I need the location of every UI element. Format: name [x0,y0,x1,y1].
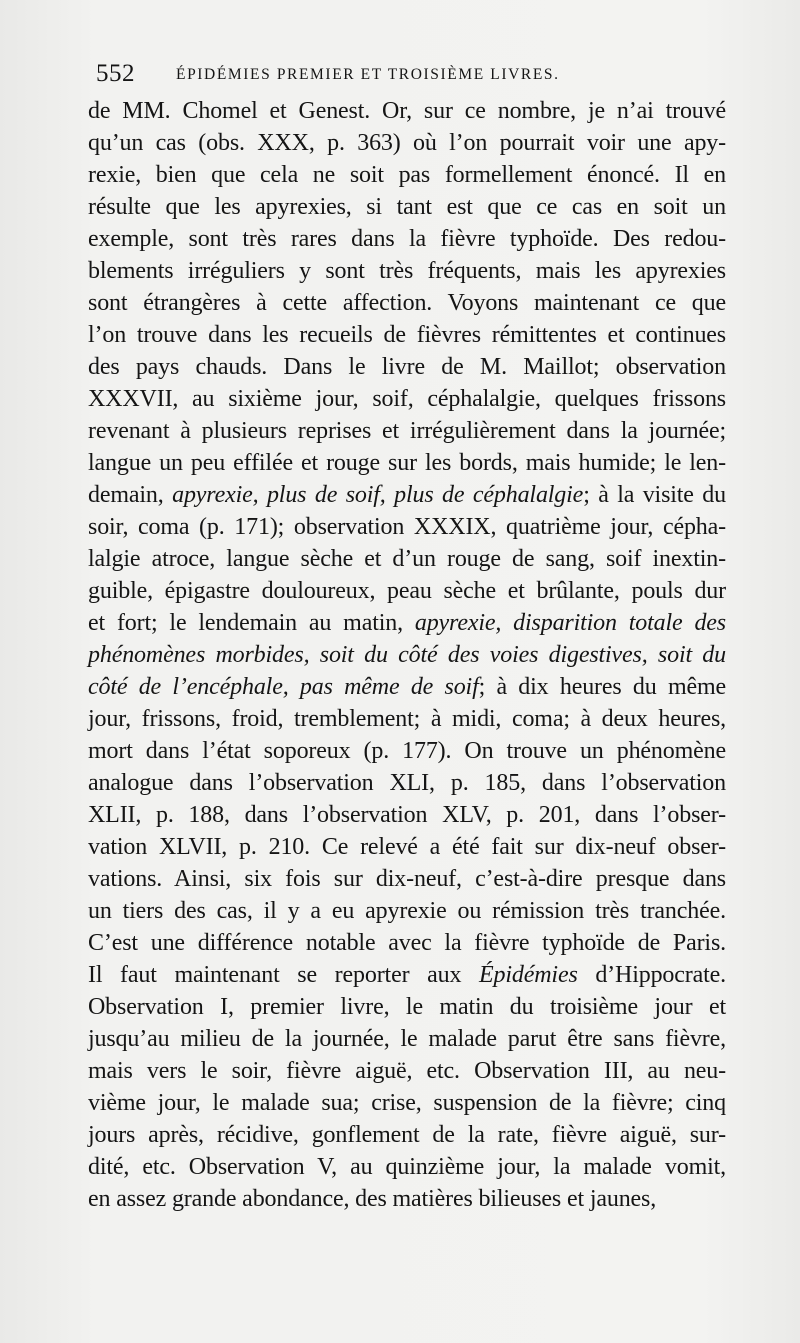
text-line: guible, épigastre douloureux, peau sèche et brûlante, pouls dur [88,578,726,604]
text-line: jour, frissons, froid, tremblement; à midi, coma; à deux heures, [88,706,726,732]
text-line: rexie, bien que cela ne soit pas formellement énoncé. Il en [88,162,726,188]
text-line: soir, coma (p. 171); observation XXXIX, quatrième jour, cépha- [88,514,726,540]
text-line: C’est une différence notable avec la fièvre typhoïde de Paris. [88,930,726,956]
text-line: XLII, p. 188, dans l’observation XLV, p. 201, dans l’obser- [88,802,726,828]
text-line: blements irréguliers y sont très fréquents, mais les apyrexies [88,258,726,284]
text-line: vième jour, le malade sua; crise, suspension de la fièvre; cinq [88,1090,726,1116]
text-line: en assez grande abondance, des matières bilieuses et jaunes, [88,1186,657,1212]
text-line: lalgie atroce, langue sèche et d’un rouge de sang, soif inextin- [88,546,726,572]
text-line: sont étrangères à cette affection. Voyons maintenant ce que [88,290,726,316]
text-line: mais vers le soir, fièvre aiguë, etc. Observation III, au neu- [88,1058,726,1084]
text-line [88,639,726,671]
text-line: dité, etc. Observation V, au quinzième jour, la malade vomit, [88,1154,726,1180]
body-text [88,95,726,1215]
text-line: vations. Ainsi, six fois sur dix-neuf, c’est-à-dire presque dans [88,866,726,892]
running-head: ÉPIDÉMIES PREMIER ET TROISIÈME LIVRES. [176,66,560,83]
italic-text: apyrexie, plus de soif, plus de céphalalgie [172,482,584,508]
italic-text: Épidémies [479,962,578,988]
text-line: revenant à plusieurs reprises et irrégulièrement dans la journée; [88,418,726,444]
text-line: résulte que les apyrexies, si tant est que ce cas en soit un [88,194,726,220]
text-line: exemple, sont très rares dans la fièvre typhoïde. Des redou- [88,226,726,252]
text-line: demain, apyrexie, plus de soif, plus de céphalalgie; à la visite du [88,482,726,508]
text-line: un tiers des cas, il y a eu apyrexie ou rémission très tranchée. [88,898,726,924]
page-number: 552 [96,60,135,87]
italic-text: côté de l’encéphale, pas même de soif [88,674,479,700]
text-line: des pays chauds. Dans le livre de M. Maillot; observation [88,354,726,380]
text-line: côté de l’encéphale, pas même de soif; à dix heures du même [88,674,727,700]
text-line: XXXVII, au sixième jour, soif, céphalalgie, quelques frissons [88,386,726,412]
italic-text: phénomènes morbides, soit du côté des voies digestives, soit du [88,642,726,668]
page-header [96,60,726,90]
text-line: mort dans l’état soporeux (p. 177). On trouve un phénomène [88,738,726,764]
text-line: Observation I, premier livre, le matin du troisième jour et [88,994,726,1020]
text-line: vation XLVII, p. 210. Ce relevé a été fait sur dix-neuf obser- [88,834,726,860]
text-line: l’on trouve dans les recueils de fièvres rémittentes et continues [88,322,726,348]
text-line: jours après, récidive, gonflement de la rate, fièvre aiguë, sur- [88,1122,726,1148]
text-line: de MM. Chomel et Genest. Or, sur ce nombre, je n’ai trouvé [88,98,726,124]
text-line: analogue dans l’observation XLI, p. 185, dans l’observation [88,770,726,796]
text-line: jusqu’au milieu de la journée, le malade parut être sans fièvre, [88,1026,726,1052]
text-line: langue un peu effilée et rouge sur les bords, mais humide; le len- [88,450,726,476]
text-line: qu’un cas (obs. XXX, p. 363) où l’on pourrait voir une apy- [88,130,726,156]
text-line: et fort; le lendemain au matin, apyrexie, disparition totale des [88,610,726,636]
italic-text: apyrexie, disparition totale des [414,610,726,636]
text-line: Il faut maintenant se reporter aux Épidémies d’Hippocrate. [88,962,726,988]
